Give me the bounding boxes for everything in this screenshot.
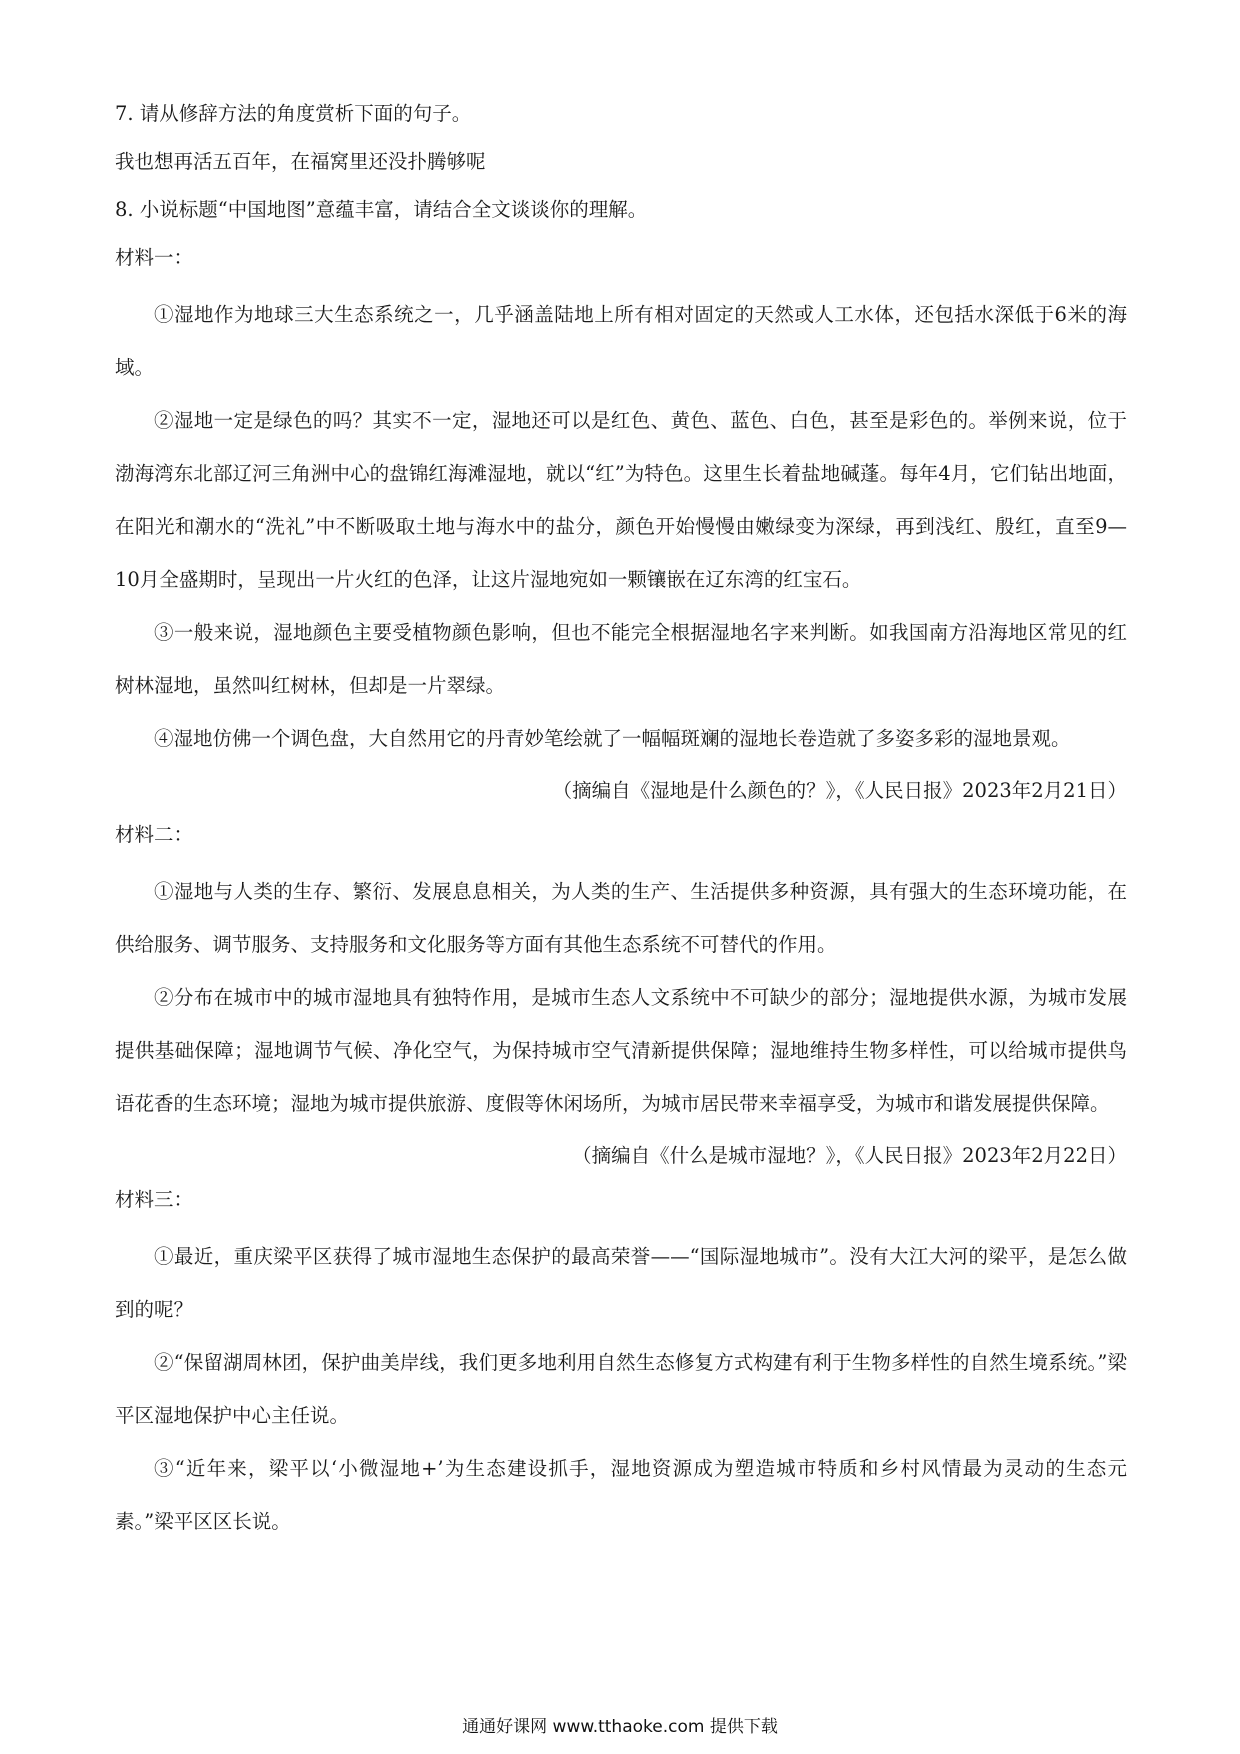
material-3-paragraph: ①最近，重庆梁平区获得了城市湿地生态保护的最高荣誉——“国际湿地城市”。没有大江大河的梁平，是怎么做到的呢？ xyxy=(115,1245,1127,1321)
material-3-heading: 材料三： xyxy=(115,1188,194,1211)
material-3-paragraph: ②“保留湖周林团，保护曲美岸线，我们更多地利用自然生态修复方式构建有利于生物多样性的自然生境系统。”梁平区湿地保护中心主任说。 xyxy=(115,1351,1127,1427)
material-1-paragraph: ③一般来说，湿地颜色主要受植物颜色影响，但也不能完全根据湿地名字来判断。如我国南方沿海地区常见的红树林湿地，虽然叫红树林，但却是一片翠绿。 xyxy=(115,621,1127,697)
question-8: 8. 小说标题“中国地图”意蕴丰富，请结合全文谈谈你的理解。 xyxy=(115,198,648,221)
material-2-heading: 材料二： xyxy=(115,823,194,846)
material-2-paragraph: ②分布在城市中的城市湿地具有独特作用，是城市生态人文系统中不可缺少的部分；湿地提供水源，为城市发展提供基础保障；湿地调节气候、净化空气，为保持城市空气清新提供保障；湿地维持生物多样性，可以给城市提供鸟语花香的生态环境；湿地为城市提供旅游、度假等休闲场所，为城市居民带来幸福享受，为城市和谐发展提供保障。 xyxy=(115,986,1127,1115)
material-2-source: （摘编自《什么是城市湿地？》，《人民日报》2023年2月22日） xyxy=(572,1144,1127,1167)
question-7-sentence: 我也想再活五百年，在福窝里还没扑腾够呢 xyxy=(115,150,486,173)
page-footer: 通通好课网 www.tthaoke.com 提供下载 xyxy=(462,1717,778,1737)
material-1-paragraph: ②湿地一定是绿色的吗？其实不一定，湿地还可以是红色、黄色、蓝色、白色，甚至是彩色的。举例来说，位于渤海湾东北部辽河三角洲中心的盘锦红海滩湿地，就以“红”为特色。这里生长着盐地碱蓬。每年4月，它们钻出地面，在阳光和潮水的“洗礼”中不断吸取土地与海水中的盐分，颜色开始慢慢由嫩绿变为深绿，再到浅红、殷红，直至9—10月全盛期时，呈现出一片火红的色泽，让这片湿地宛如一颗镶嵌在辽东湾的红宝石。 xyxy=(115,409,1127,591)
material-3-paragraph: ③“近年来，梁平以‘小微湿地+’为生态建设抓手，湿地资源成为塑造城市特质和乡村风情最为灵动的生态元素。”梁平区区长说。 xyxy=(115,1457,1127,1533)
material-1-paragraph: ④湿地仿佛一个调色盘，大自然用它的丹青妙笔绘就了一幅幅斑斓的湿地长卷造就了多姿多彩的湿地景观。 xyxy=(154,727,1071,750)
document-page xyxy=(115,96,1127,1548)
material-1-source: （摘编自《湿地是什么颜色的？》，《人民日报》2023年2月21日） xyxy=(552,779,1127,802)
material-1-paragraph: ①湿地作为地球三大生态系统之一，几乎涵盖陆地上所有相对固定的天然或人工水体，还包括水深低于6米的海域。 xyxy=(115,303,1127,379)
material-1-heading: 材料一： xyxy=(115,246,194,269)
question-7: 7. 请从修辞方法的角度赏析下面的句子。 xyxy=(115,102,472,125)
material-2-paragraph: ①湿地与人类的生存、繁衍、发展息息相关，为人类的生产、生活提供多种资源，具有强大的生态环境功能，在供给服务、调节服务、支持服务和文化服务等方面有其他生态系统不可替代的作用。 xyxy=(115,880,1127,956)
